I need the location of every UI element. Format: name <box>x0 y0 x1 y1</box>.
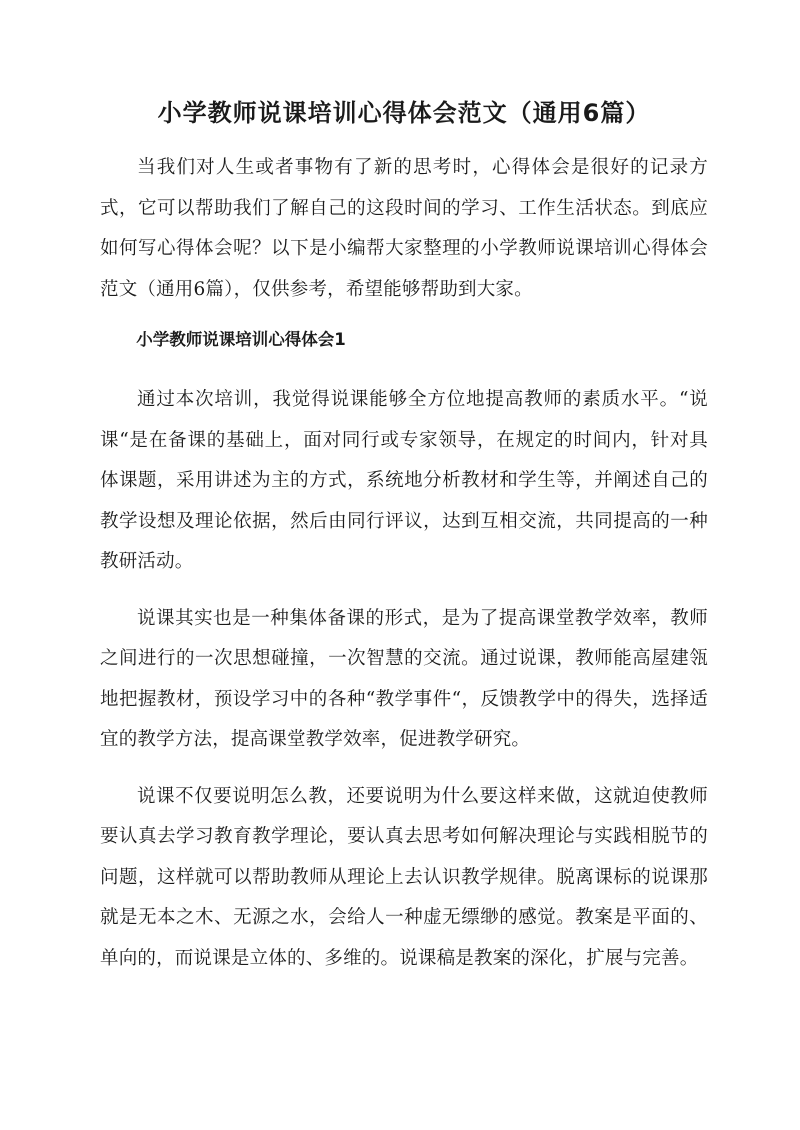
body-paragraph-3: 说课不仅要说明怎么教，还要说明为什么要这样来做，这就迫使教师要认真去学习教育教学理论，要认真去思考如何解决理论与实践相脱节的问题，这样就可以帮助教师从理论上去认识教学规律。脱离课标的说课那就是无本之木、无源之水，会给人一种虚无缥缈的感觉。教案是平面的、单向的，而说课是立体的、多维的。说课稿是教案的深化，扩展与完善。 <box>100 785 708 969</box>
document-title: 小学教师说课培训心得体会范文（通用6篇） <box>157 99 651 127</box>
body-paragraph-2: 说课其实也是一种集体备课的形式，是为了提高课堂教学效率，教师之间进行的一次思想碰撞，一次智慧的交流。通过说课，教师能高屋建瓴地把握教材，预设学习中的各种“教学事件“，反馈教学中的得失，选择适宜的教学方法，提高课堂教学效率，促进教学研究。 <box>100 607 708 750</box>
section-heading: 小学教师说课培训心得体会1 <box>136 330 346 349</box>
body-paragraph-1: 通过本次培训，我觉得说课能够全方位地提高教师的素质水平。“说课“是在备课的基础上，面对同行或专家领导，在规定的时间内，针对具体课题，采用讲述为主的方式，系统地分析教材和学生等，并阐述自己的教学设想及理论依据，然后由同行评议，达到互相交流，共同提高的一种教研活动。 <box>100 389 708 572</box>
intro-paragraph: 当我们对人生或者事物有了新的思考时，心得体会是很好的记录方式，它可以帮助我们了解自己的这段时间的学习、工作生活状态。到底应如何写心得体会呢？以下是小编帮大家整理的小学教师说课培训心得体会范文（通用6篇），仅供参考，希望能够帮助到大家。 <box>100 157 708 300</box>
